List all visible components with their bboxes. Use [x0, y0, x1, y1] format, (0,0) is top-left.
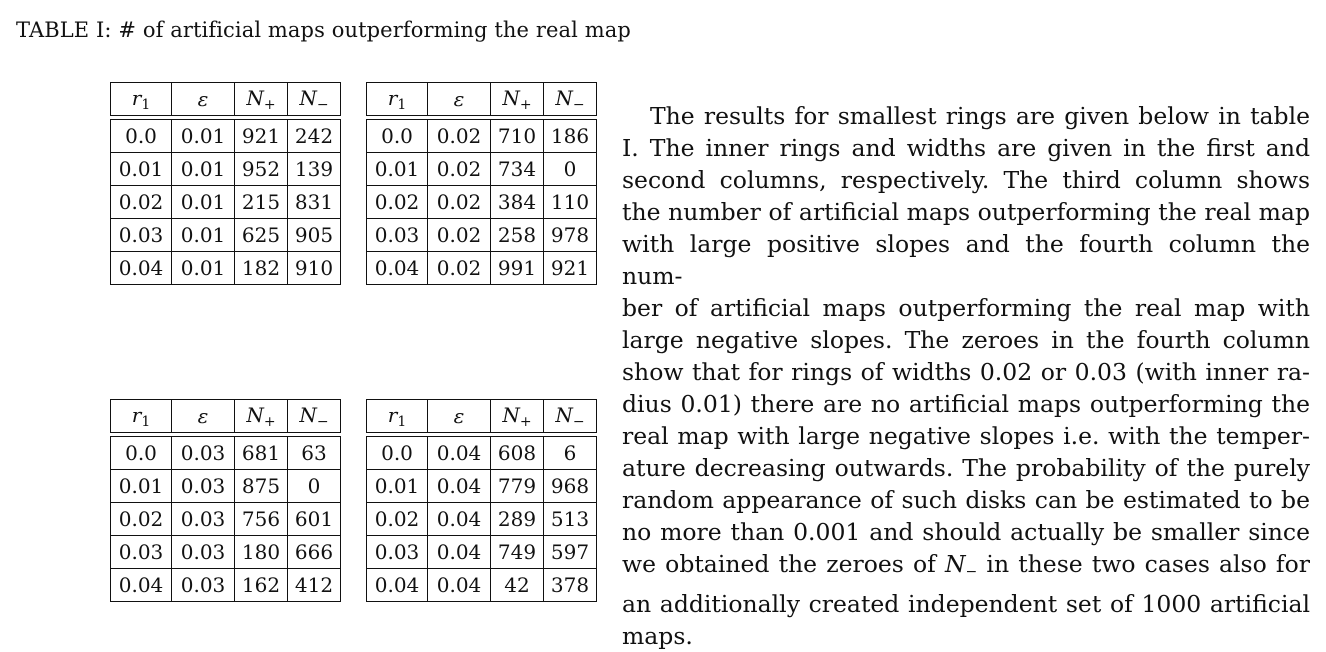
table-cell: 0	[288, 470, 341, 503]
results-table-eps-0.03	[110, 399, 341, 602]
table-cell: 0.02	[367, 503, 428, 536]
table-cell: 186	[544, 120, 597, 153]
paragraph-line: dius 0.01) there are no artificial maps outperforming the	[622, 390, 1310, 418]
table-cell: 601	[288, 503, 341, 536]
header-n-minus: $N_-$	[288, 400, 341, 433]
table-row	[111, 153, 341, 186]
table-row	[367, 470, 597, 503]
table-cell: 952	[235, 153, 288, 186]
table-cell: 0.02	[428, 252, 491, 285]
header-n-minus: $N_-$	[288, 83, 341, 116]
paragraph-line: large negative slopes. The zeroes in the fourth column	[622, 326, 1310, 354]
table-cell: 0.01	[172, 219, 235, 252]
table-row	[367, 252, 597, 285]
table-cell: 180	[235, 536, 288, 569]
table-cell: 0.01	[367, 153, 428, 186]
table-cell: 0.03	[367, 536, 428, 569]
paragraph-line: maps.	[622, 622, 693, 650]
table-cell: 0.04	[367, 569, 428, 602]
table-cell: 182	[235, 252, 288, 285]
table-cell: 905	[288, 219, 341, 252]
table-row	[111, 503, 341, 536]
table-cell: 139	[288, 153, 341, 186]
header-n-plus: $N_+$	[235, 400, 288, 433]
table-cell: 0.0	[367, 120, 428, 153]
table-cell: 289	[491, 503, 544, 536]
table-cell: 734	[491, 153, 544, 186]
table-row	[111, 470, 341, 503]
table-row	[367, 569, 597, 602]
paragraph-line: second columns, respectively. The third column shows	[622, 166, 1310, 194]
paragraph-line: random appearance of such disks can be estimated to be	[622, 486, 1310, 514]
table-caption: TABLE I: # of artificial maps outperforming the real map	[16, 18, 631, 42]
table-cell: 384	[491, 186, 544, 219]
table-cell: 991	[491, 252, 544, 285]
table-cell: 63	[288, 437, 341, 470]
table-row	[111, 186, 341, 219]
table-cell: 681	[235, 437, 288, 470]
table-cell: 0.02	[428, 219, 491, 252]
table-cell: 910	[288, 252, 341, 285]
header-n-plus: $N_+$	[491, 83, 544, 116]
table-cell: 412	[288, 569, 341, 602]
table-cell: 875	[235, 470, 288, 503]
paragraph-line: with large positive slopes and the fourth column the num-	[622, 230, 1310, 290]
table-cell: 749	[491, 536, 544, 569]
header-epsilon: ε	[428, 83, 491, 116]
table-cell: 0.03	[111, 536, 172, 569]
table-cell: 0.02	[428, 153, 491, 186]
results-table-eps-0.02	[366, 82, 597, 285]
table-header-row	[111, 400, 341, 433]
table-cell: 0.01	[367, 470, 428, 503]
table-cell: 513	[544, 503, 597, 536]
table-cell: 0.04	[367, 252, 428, 285]
table-row	[367, 503, 597, 536]
table-row	[367, 120, 597, 153]
paragraph-line: no more than 0.001 and should actually be smaller since	[622, 518, 1310, 546]
table-cell: 0.02	[367, 186, 428, 219]
table-header-row	[367, 83, 597, 116]
table-cell: 162	[235, 569, 288, 602]
results-table-eps-0.01	[110, 82, 341, 285]
table-cell: 0.03	[172, 470, 235, 503]
results-table-eps-0.04	[366, 399, 597, 602]
table-cell: 258	[491, 219, 544, 252]
table-cell: 0.03	[172, 437, 235, 470]
table-cell: 0.01	[172, 186, 235, 219]
paragraph-line: the number of artificial maps outperforming the real map	[622, 198, 1310, 226]
table-cell: 0.03	[172, 503, 235, 536]
table-cell: 378	[544, 569, 597, 602]
body-paragraph	[622, 100, 1310, 652]
header-r1: $r_1$	[367, 83, 428, 116]
paragraph-line: I. The inner rings and widths are given in the first and	[622, 134, 1310, 162]
paragraph-line: The results for smallest rings are given below in table	[650, 102, 1310, 130]
paragraph-line: we obtained the zeroes of $N_-$ in these two cases also for	[622, 550, 1310, 580]
table-cell: 42	[491, 569, 544, 602]
table-row	[367, 536, 597, 569]
table-row	[367, 186, 597, 219]
table-row	[111, 536, 341, 569]
table-cell: 0.01	[111, 470, 172, 503]
table-cell: 710	[491, 120, 544, 153]
table-cell: 0.04	[428, 437, 491, 470]
table-cell: 831	[288, 186, 341, 219]
table-row	[367, 153, 597, 186]
header-n-plus: $N_+$	[491, 400, 544, 433]
table-cell: 608	[491, 437, 544, 470]
table-row	[367, 437, 597, 470]
table-row	[111, 252, 341, 285]
table-cell: 0	[544, 153, 597, 186]
table-cell: 0.04	[428, 470, 491, 503]
table-cell: 978	[544, 219, 597, 252]
table-row	[111, 569, 341, 602]
table-cell: 0.01	[172, 252, 235, 285]
header-epsilon: ε	[172, 400, 235, 433]
table-header-row	[367, 400, 597, 433]
paragraph-line: real map with large negative slopes i.e. with the temper-	[622, 422, 1310, 450]
table-row	[111, 120, 341, 153]
table-cell: 921	[235, 120, 288, 153]
table-cell: 0.04	[111, 252, 172, 285]
table-cell: 666	[288, 536, 341, 569]
header-n-plus: $N_+$	[235, 83, 288, 116]
paragraph-line: show that for rings of widths 0.02 or 0.03 (with inner ra-	[622, 358, 1310, 386]
table-row	[111, 437, 341, 470]
header-r1: $r_1$	[367, 400, 428, 433]
table-cell: 756	[235, 503, 288, 536]
header-epsilon: ε	[172, 83, 235, 116]
table-cell: 6	[544, 437, 597, 470]
table-cell: 779	[491, 470, 544, 503]
table-cell: 625	[235, 219, 288, 252]
table-cell: 0.02	[428, 186, 491, 219]
header-n-minus: $N_-$	[544, 400, 597, 433]
table-cell: 0.01	[111, 153, 172, 186]
table-cell: 215	[235, 186, 288, 219]
header-r1: $r_1$	[111, 83, 172, 116]
table-header-row	[111, 83, 341, 116]
table-cell: 0.0	[111, 120, 172, 153]
table-cell: 0.01	[172, 120, 235, 153]
table-cell: 242	[288, 120, 341, 153]
table-cell: 0.02	[111, 503, 172, 536]
header-epsilon: ε	[428, 400, 491, 433]
table-cell: 0.0	[367, 437, 428, 470]
table-cell: 0.0	[111, 437, 172, 470]
table-cell: 0.03	[172, 536, 235, 569]
table-cell: 0.01	[172, 153, 235, 186]
paragraph-line: ature decreasing outwards. The probability of the purely	[622, 454, 1310, 482]
table-cell: 597	[544, 536, 597, 569]
header-r1: $r_1$	[111, 400, 172, 433]
table-cell: 968	[544, 470, 597, 503]
table-cell: 0.04	[428, 569, 491, 602]
table-cell: 0.03	[172, 569, 235, 602]
table-cell: 0.04	[428, 536, 491, 569]
table-cell: 0.03	[111, 219, 172, 252]
table-cell: 110	[544, 186, 597, 219]
table-row	[111, 219, 341, 252]
paragraph-line: an additionally created independent set of 1000 artificial	[622, 590, 1310, 618]
table-cell: 0.02	[111, 186, 172, 219]
paragraph-line: ber of artificial maps outperforming the real map with	[622, 294, 1310, 322]
table-cell: 0.03	[367, 219, 428, 252]
table-cell: 0.04	[428, 503, 491, 536]
header-n-minus: $N_-$	[544, 83, 597, 116]
table-cell: 921	[544, 252, 597, 285]
table-cell: 0.04	[111, 569, 172, 602]
table-cell: 0.02	[428, 120, 491, 153]
table-row	[367, 219, 597, 252]
